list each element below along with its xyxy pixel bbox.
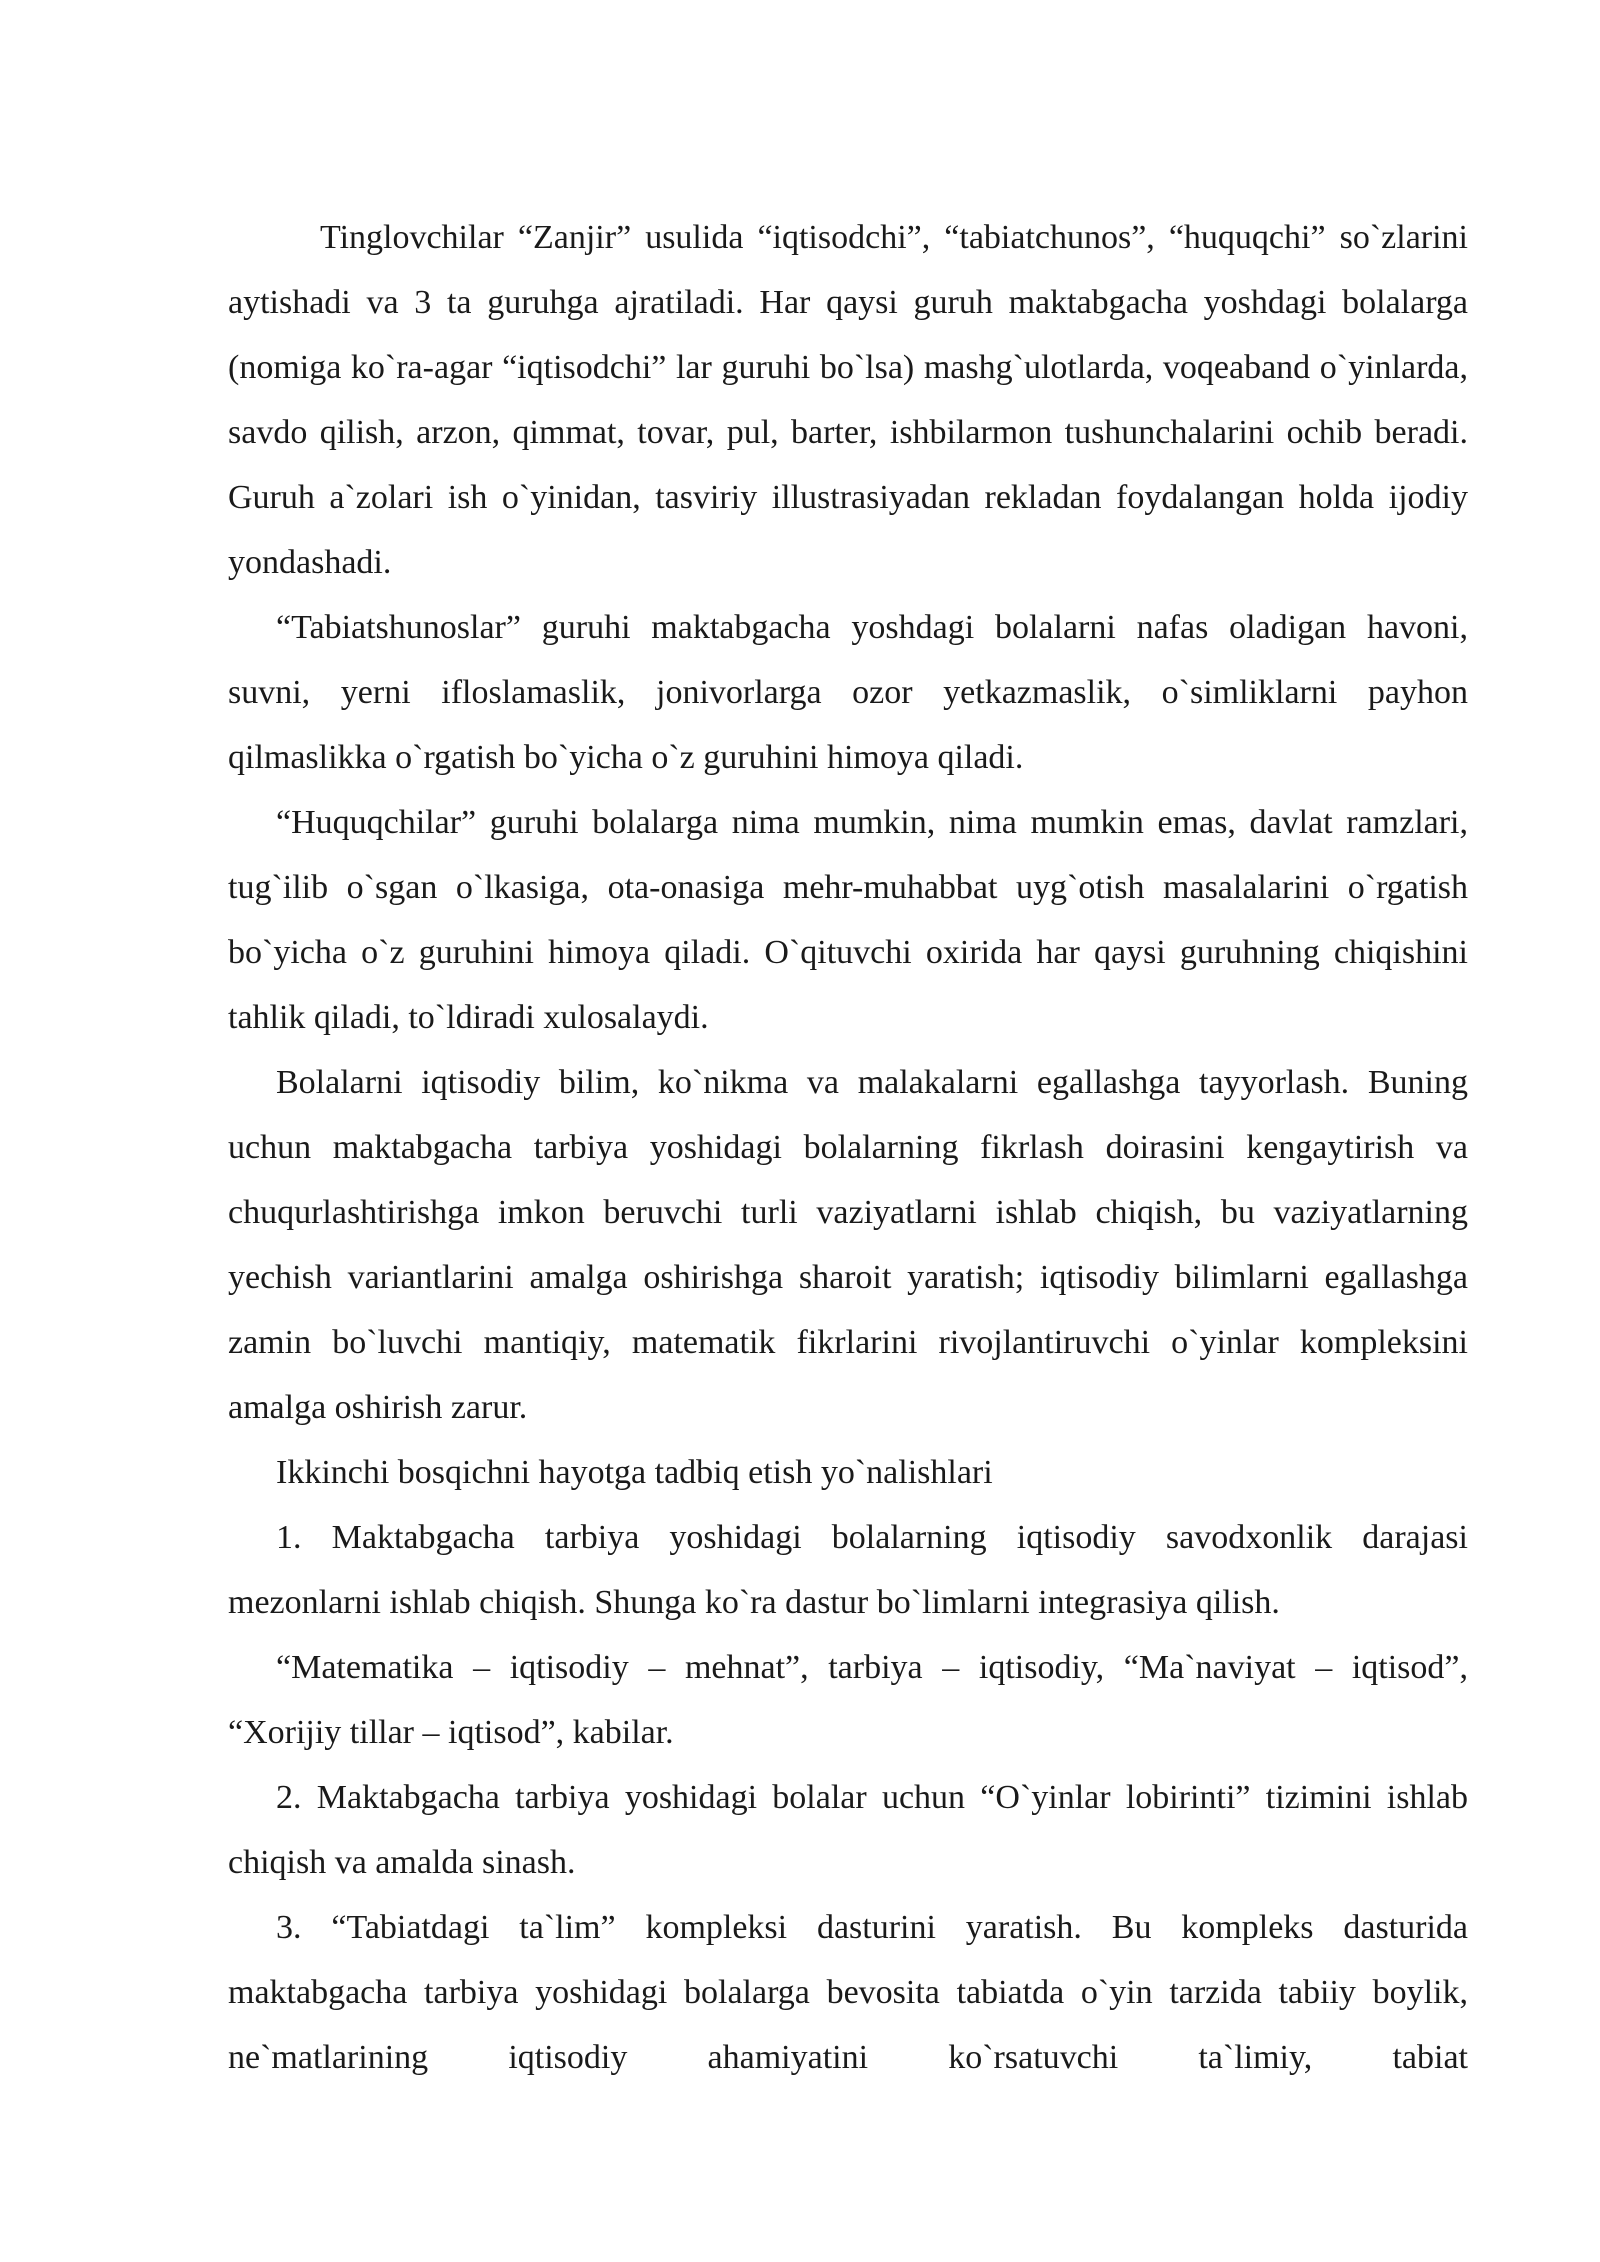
paragraph-integration-examples: “Matematika – iqtisodiy – mehnat”, tarbiya – iqtisodiy, “Ma`naviyat – iqtisod”, “Xorijiy tillar – iqtisod”, kabilar. [228, 1649, 1468, 1751]
paragraph-item-1: 1. Maktabgacha tarbiya yoshidagi bolalarning iqtisodiy savodxonlik darajasi mezonlarni ishlab chiqish. Shunga ko`ra dastur bo`limlarni integrasiya qilish. [228, 1519, 1468, 1621]
paragraph-huquqchilar: “Huquqchilar” guruhi bolalarga nima mumkin, nima mumkin emas, davlat ramzlari, tug`ilib o`sgan o`lkasiga, ota-onasiga mehr-muhabbat uyg`otish masalalarini o`rgatish bo`yicha o`z guruhini himoya qiladi. O`qituvchi oxirida har qaysi guruhning chiqishini tahlik qiladi, to`ldiradi xulosalaydi. [228, 804, 1468, 1036]
paragraph-economic-skills: Bolalarni iqtisodiy bilim, ko`nikma va malakalarni egallashga tayyorlash. Buning uchun maktabgacha tarbiya yoshidagi bolalarning fikrlash doirasini kengaytirish va chuqurlashtirishga imkon beruvchi turli vaziyatlarni ishlab chiqish, bu vaziyatlarning yechish variantlarini amalga oshirishga sharoit yaratish; iqtisodiy bilimlarni egallashga zamin bo`luvchi mantiqiy, matematik fikrlarini rivojlantiruvchi o`yinlar kompleksini amalga oshirish zarur. [228, 1064, 1468, 1426]
paragraph-second-stage-heading: Ikkinchi bosqichni hayotga tadbiq etish yo`nalishlari [276, 1454, 993, 1491]
paragraph-item-3: 3. “Tabiatdagi ta`lim” kompleksi dasturini yaratish. Bu kompleks dasturida maktabgacha tarbiya yoshidagi bolalarga bevosita tabiatda o`yin tarzida tabiiy boylik, ne`matlarining iqtisodiy ahamiyatini ko`rsatuvchi ta`limiy, tabiat [228, 1909, 1468, 2076]
paragraph-zanjir-method: Tinglovchilar “Zanjir” usulida “iqtisodchi”, “tabiatchunos”, “huquqchi” so`zlarini aytishadi va 3 ta guruhga ajratiladi. Har qaysi guruh maktabgacha yoshdagi bolalarga (nomiga ko`ra-agar “iqtisodchi” lar guruhi bo`lsa) mashg`ulotlarda, voqeaband o`yinlarda, savdo qilish, arzon, qimmat, tovar, pul, barter, ishbilarmon tushunchalarini ochib beradi. Guruh a`zolari ish o`yinidan, tasviriy illustrasiyadan rekladan foydalangan holda ijodiy yondashadi. [228, 219, 1468, 581]
paragraph-tabiatshunoslar: “Tabiatshunoslar” guruhi maktabgacha yoshdagi bolalarni nafas oladigan havoni, suvni, yerni ifloslamaslik, jonivorlarga ozor yetkazmaslik, o`simliklarni payhon qilmaslikka o`rgatish bo`yicha o`z guruhini himoya qiladi. [228, 609, 1468, 776]
paragraph-item-2: 2. Maktabgacha tarbiya yoshidagi bolalar uchun “O`yinlar lobirinti” tizimini ishlab chiqish va amalda sinash. [228, 1779, 1468, 1881]
document-body [228, 205, 1468, 2090]
